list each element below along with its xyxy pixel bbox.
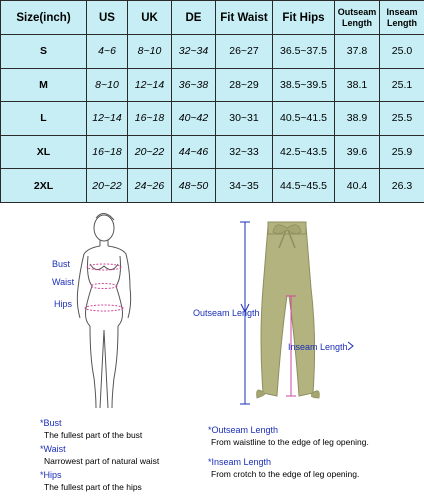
table-row [1,35,424,69]
note-title-hips: *Hips [40,470,62,480]
uk-cell: 12~14 [128,68,172,102]
us-cell: 4~6 [87,35,128,69]
us-cell: 20~22 [87,169,128,203]
table-row [1,102,424,136]
inseam-cell: 25.5 [380,102,424,136]
de-cell: 32~34 [172,35,216,69]
header-uk: UK [128,1,172,35]
hips-cell: 44.5~45.5 [273,169,335,203]
size-chart-table [0,0,424,203]
uk-cell: 16~18 [128,102,172,136]
hips-cell: 42.5~43.5 [273,135,335,169]
table-row [1,135,424,169]
uk-cell: 8~10 [128,35,172,69]
header-de: DE [172,1,216,35]
waist-cell: 34~35 [216,169,273,203]
de-cell: 36~38 [172,68,216,102]
de-cell: 40~42 [172,102,216,136]
inseam-cell: 25.9 [380,135,424,169]
size-cell: M [1,68,87,102]
outseam-cell: 39.6 [335,135,380,169]
note-title-bust: *Bust [40,418,62,428]
table-row [1,169,424,203]
uk-cell: 24~26 [128,169,172,203]
de-cell: 48~50 [172,169,216,203]
body-measurement-figure [30,208,170,413]
inseam-cell: 25.1 [380,68,424,102]
note-desc-bust: The fullest part of the bust [44,430,143,440]
waist-cell: 28~29 [216,68,273,102]
note-title-inseam: *Inseam Length [208,457,272,467]
de-cell: 44~46 [172,135,216,169]
note-title-outseam: *Outseam Length [208,425,279,435]
header-fit-hips: Fit Hips [273,1,335,35]
waist-cell: 32~33 [216,135,273,169]
size-cell: XL [1,135,87,169]
hips-cell: 40.5~41.5 [273,102,335,136]
size-cell: S [1,35,87,69]
outseam-cell: 38.9 [335,102,380,136]
outseam-label: Outseam Length [193,308,260,318]
size-cell: 2XL [1,169,87,203]
size-cell: L [1,102,87,136]
inseam-label: Inseam Length [288,342,348,352]
uk-cell: 20~22 [128,135,172,169]
note-desc-waist: Narrowest part of natural waist [44,456,160,466]
note-desc-outseam: From waistline to the edge of leg opening. [211,437,369,447]
header-inseam: Inseam Length [380,1,424,35]
header-fit-waist: Fit Waist [216,1,273,35]
header-us: US [87,1,128,35]
outseam-cell: 40.4 [335,169,380,203]
body-measurement-notes [40,417,159,495]
bust-label: Bust [52,259,71,269]
hips-label: Hips [54,299,73,309]
inseam-cell: 25.0 [380,35,424,69]
pants-measurement-figure [183,208,413,413]
header-size: Size(inch) [1,1,87,35]
waist-cell: 26~27 [216,35,273,69]
waist-cell: 30~31 [216,102,273,136]
header-outseam: Outseam Length [335,1,380,35]
hips-cell: 38.5~39.5 [273,68,335,102]
hips-cell: 36.5~37.5 [273,35,335,69]
note-desc-hips: The fullest part of the hips [44,482,142,492]
waist-label: Waist [52,277,75,287]
note-desc-inseam: From crotch to the edge of leg opening. [211,469,360,479]
note-title-waist: *Waist [40,444,66,454]
us-cell: 8~10 [87,68,128,102]
outseam-cell: 38.1 [335,68,380,102]
pants-measurement-notes [208,424,369,482]
body-outline-icon [30,208,170,413]
outseam-cell: 37.8 [335,35,380,69]
inseam-cell: 26.3 [380,169,424,203]
us-cell: 12~14 [87,102,128,136]
table-row [1,68,424,102]
table-header-row [1,1,424,35]
us-cell: 16~18 [87,135,128,169]
